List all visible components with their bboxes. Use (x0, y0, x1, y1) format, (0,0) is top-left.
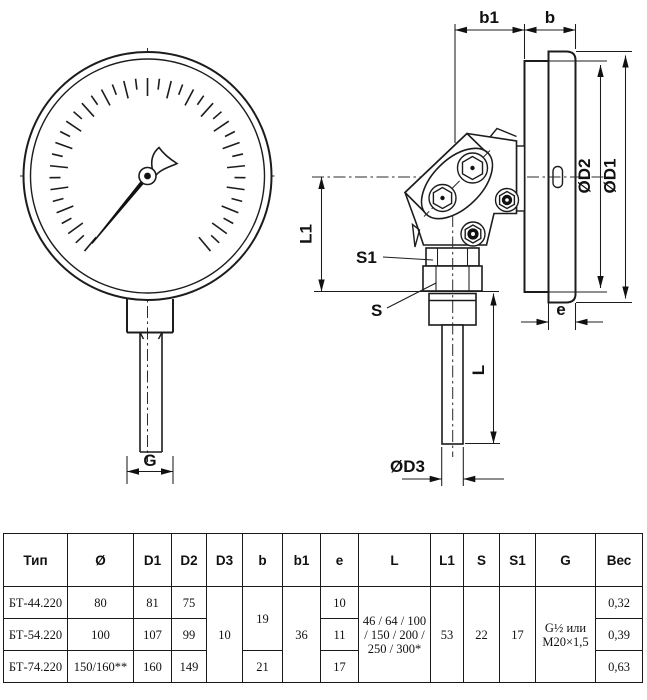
cell-d2: 149 (172, 651, 207, 683)
cell-ves: 0,63 (596, 651, 643, 683)
cell-g-merged: G½ или M20×1,5 (536, 587, 596, 683)
col-header-diam: Ø (68, 534, 134, 587)
cell-d3-merged: 10 (207, 587, 243, 683)
label-b: b (544, 8, 556, 27)
front-neck-and-stem (127, 299, 173, 452)
dim-e (521, 300, 603, 330)
label-d2: ØD2 (575, 158, 594, 194)
col-header-ves: Вес (596, 534, 643, 587)
col-header-s: S (464, 534, 500, 587)
cell-d2: 75 (172, 587, 207, 619)
hinge-top-tab (490, 129, 517, 138)
cell-b: 21 (243, 651, 283, 683)
front-view (20, 48, 278, 484)
cell-d2: 99 (172, 619, 207, 651)
col-header-d1: D1 (134, 534, 172, 587)
col-header-l1: L1 (431, 534, 464, 587)
table-header-row (4, 534, 643, 587)
label-l: L (469, 364, 488, 376)
side-view (297, 8, 633, 486)
label-e: e (556, 300, 566, 319)
cell-d1: 160 (134, 651, 172, 683)
cell-type: БТ-74.220 (4, 651, 68, 683)
cell-type: БТ-44.220 (4, 587, 68, 619)
col-header-d3: D3 (207, 534, 243, 587)
col-header-s1: S1 (500, 534, 536, 587)
swivel-bolt-lower (429, 185, 456, 212)
cell-d1: 81 (134, 587, 172, 619)
callout-s (371, 283, 436, 320)
cell-ves: 0,39 (596, 619, 643, 651)
dim-d3 (390, 447, 504, 486)
hinge-bolt-right (496, 189, 519, 212)
callout-s1 (356, 248, 433, 267)
cell-s-merged: 22 (464, 587, 500, 683)
cell-l-merged: 46 / 64 / 100 / 150 / 200 / 250 / 300* (359, 587, 431, 683)
cell-diam: 100 (68, 619, 134, 651)
cell-diam: 80 (68, 587, 134, 619)
label-b1: b1 (479, 8, 499, 27)
col-header-d2: D2 (172, 534, 207, 587)
label-d3: ØD3 (390, 457, 425, 476)
spec-table (3, 533, 643, 683)
dim-G (127, 451, 173, 484)
table-row (4, 587, 643, 619)
col-header-l: L (359, 534, 431, 587)
label-d1: ØD1 (600, 158, 620, 194)
cell-ves: 0,32 (596, 587, 643, 619)
cell-b1-merged: 36 (283, 587, 321, 683)
hinge-bolt-bottom (461, 222, 485, 246)
cell-diam: 150/160** (68, 651, 134, 683)
cell-e: 17 (321, 651, 359, 683)
col-header-tip: Тип (4, 534, 68, 587)
col-header-e: e (321, 534, 359, 587)
label-G: G (143, 451, 157, 470)
cell-type: БТ-54.220 (4, 619, 68, 651)
cell-d1: 107 (134, 619, 172, 651)
label-s: S (371, 301, 383, 320)
col-header-b1: b1 (283, 534, 321, 587)
col-header-g: G (536, 534, 596, 587)
swivel-hinge (405, 129, 525, 248)
cell-e: 11 (321, 619, 359, 651)
label-l1: L1 (296, 224, 316, 244)
cell-b-merged: 19 (243, 587, 283, 651)
cell-s1-merged: 17 (500, 587, 536, 683)
cell-e: 10 (321, 587, 359, 619)
col-header-b: b (243, 534, 283, 587)
label-s1: S1 (356, 248, 377, 267)
cell-l1-merged: 53 (431, 587, 464, 683)
needle-hub-dot (144, 173, 151, 180)
swivel-bolt-upper (458, 153, 488, 183)
